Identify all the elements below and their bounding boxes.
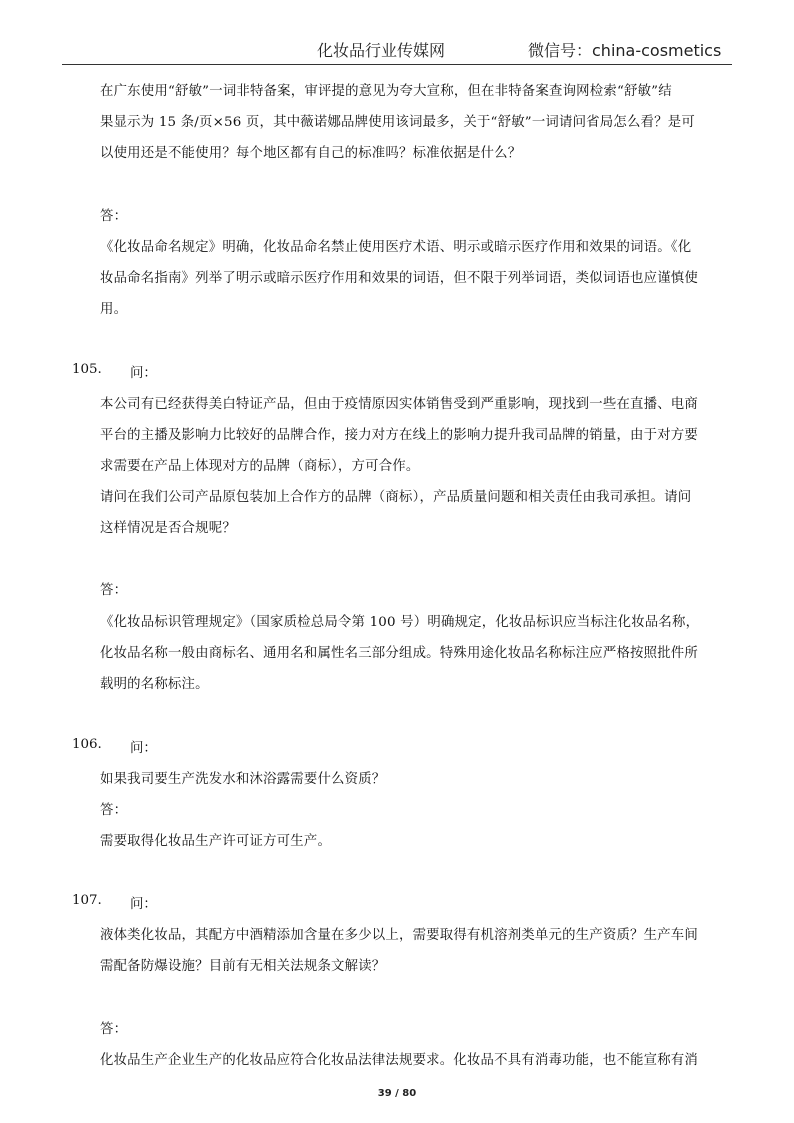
text-line: 载明的名称标注。 — [100, 677, 209, 692]
text-line: 果显示为 15 条/页×56 页，其中薇诺娜品牌使用该词最多，关于“舒敏”一词请问省局怎么看？是可 — [100, 115, 695, 130]
text-line: 用。 — [100, 302, 128, 317]
text-line: 《化妆品命名规定》明确，化妆品命名禁止使用医疗术语、明示或暗示医疗作用和效果的词语。《化 — [100, 240, 692, 255]
text-line: 如果我司要生产洗发水和沐浴露需要什么资质？ — [100, 772, 386, 787]
header-site-name: 化妆品行业传媒网 — [317, 41, 446, 60]
text-line: 请问在我们公司产品原包装加上合作方的品牌（商标），产品质量问题和相关责任由我司承担。请问 — [100, 490, 692, 505]
text-line: 需配备防爆设施？目前有无相关法规条文解读？ — [100, 959, 386, 974]
question-number: 106. — [72, 737, 102, 752]
question-label: 问： — [130, 366, 157, 381]
question-number: 107. — [72, 893, 102, 908]
text-line: 化妆品名称一般由商标名、通用名和属性名三部分组成。特殊用途化妆品名称标注应严格按照批件所 — [100, 646, 698, 661]
answer-label: 答： — [100, 583, 128, 598]
question-label: 问： — [130, 741, 157, 756]
header-divider — [62, 64, 732, 65]
answer-label: 答： — [100, 1022, 128, 1037]
text-line: 液体类化妆品，其配方中酒精添加含量在多少以上，需要取得有机溶剂类单元的生产资质？生产车间 — [100, 928, 698, 943]
answer-label: 答： — [100, 803, 128, 818]
text-line: 这样情况是否合规呢？ — [100, 521, 236, 536]
text-line: 在广东使用“舒敏”一词非特备案，审评提的意见为夸大宣称，但在非特备案查询网检索“舒敏”结 — [100, 84, 672, 99]
text-line: 求需要在产品上体现对方的品牌（商标），方可合作。 — [100, 459, 420, 474]
text-line: 平台的主播及影响力比较好的品牌合作，接力对方在线上的影响力提升我司品牌的销量，由于对方要 — [100, 428, 698, 443]
text-line: 化妆品生产企业生产的化妆品应符合化妆品法律法规要求。化妆品不具有消毒功能，也不能宣称有消 — [100, 1053, 698, 1068]
text-line: 需要取得化妆品生产许可证方可生产。 — [100, 834, 332, 849]
text-line: 以使用还是不能使用？每个地区都有自己的标准吗？标准依据是什么？ — [100, 146, 522, 161]
question-label: 问： — [130, 897, 157, 912]
page-number: 39 / 80 — [377, 1088, 417, 1099]
text-line: 妆品命名指南》列举了明示或暗示医疗作用和效果的词语，但不限于列举词语，类似词语也应谨慎使 — [100, 271, 698, 286]
question-number: 105. — [72, 362, 102, 377]
answer-label: 答： — [100, 209, 128, 224]
header-wechat-id: 微信号：china-cosmetics — [528, 41, 722, 60]
page-header — [0, 0, 794, 70]
text-line: 本公司有已经获得美白特证产品，但由于疫情原因实体销售受到严重影响，现找到一些在直播、电商 — [100, 397, 698, 412]
text-line: 《化妆品标识管理规定》（国家质检总局令第 100 号）明确规定，化妆品标识应当标注化妆品名称， — [100, 615, 700, 630]
